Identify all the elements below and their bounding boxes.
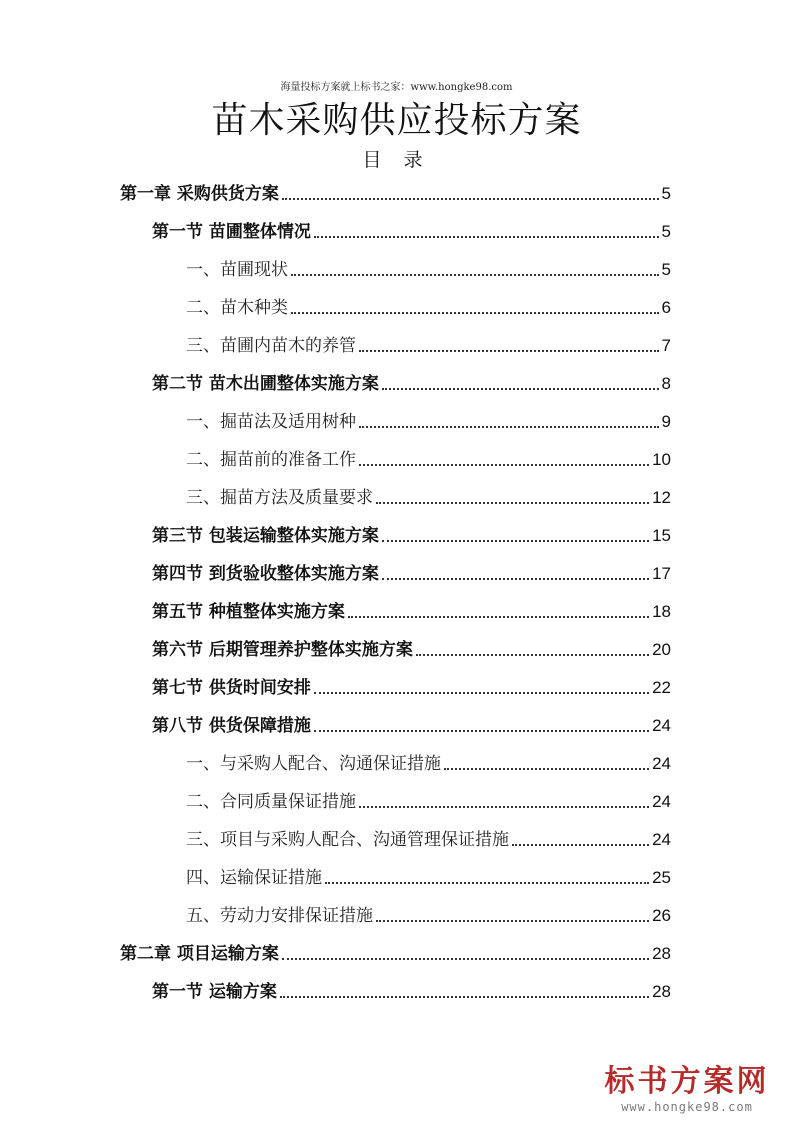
- toc-entry-page: 18: [652, 602, 671, 621]
- toc-entry-page: 24: [652, 830, 671, 849]
- toc-leader-dots: [282, 958, 649, 960]
- toc-entry[interactable]: [152, 974, 671, 1004]
- toc-entry[interactable]: [152, 214, 671, 244]
- toc-entry-page: 9: [661, 412, 671, 431]
- toc-entry-label: 第三节 包装运输整体实施方案: [152, 526, 379, 546]
- toc-leader-dots: [359, 350, 659, 352]
- toc-leader-dots: [314, 730, 649, 732]
- toc-entry[interactable]: [152, 594, 671, 624]
- toc-entry[interactable]: [152, 708, 671, 738]
- toc-entry[interactable]: [186, 290, 671, 320]
- toc-leader-dots: [314, 692, 649, 694]
- toc-leader-dots: [282, 198, 659, 200]
- toc-entry-label: 第四节 到货验收整体实施方案: [152, 564, 379, 584]
- toc-entry-page: 22: [652, 678, 671, 697]
- toc-entry-label: 二、掘苗前的准备工作: [186, 450, 356, 470]
- toc-leader-dots: [376, 920, 649, 922]
- toc-entry-label: 第一节 苗圃整体情况: [152, 222, 311, 242]
- toc-leader-dots: [359, 464, 649, 466]
- toc-entry-page: 8: [661, 374, 671, 393]
- toc-entry-page: 20: [652, 640, 671, 659]
- toc-leader-dots: [444, 768, 649, 770]
- toc-entry-label: 四、运输保证措施: [186, 868, 322, 888]
- toc-entry-label: 第五节 种植整体实施方案: [152, 602, 345, 622]
- toc-entry-label: 一、苗圃现状: [186, 260, 288, 280]
- toc-entry-page: 28: [652, 944, 671, 963]
- toc-leader-dots: [512, 844, 649, 846]
- toc-entry-label: 五、劳动力安排保证措施: [186, 906, 373, 926]
- toc-leader-dots: [325, 882, 649, 884]
- toc-entry-label: 二、合同质量保证措施: [186, 792, 356, 812]
- toc-entry-page: 5: [661, 222, 671, 241]
- toc-entry-label: 第一章 采购供货方案: [120, 184, 279, 204]
- toc-leader-dots: [314, 236, 659, 238]
- toc-leader-dots: [382, 540, 649, 542]
- document-title: 苗木采购供应投标方案: [211, 100, 582, 141]
- toc-entry[interactable]: [186, 328, 671, 358]
- toc-entry-label: 第七节 供货时间安排: [152, 678, 311, 698]
- watermark-text: 标书方案网: [604, 1064, 770, 1099]
- toc-entry-label: 三、苗圃内苗木的养管: [186, 336, 356, 356]
- toc-entry-page: 24: [652, 792, 671, 811]
- toc-entry[interactable]: [120, 176, 671, 206]
- watermark-logo: [597, 1064, 777, 1114]
- toc-entry-label: 第八节 供货保障措施: [152, 716, 311, 736]
- toc-leader-dots: [280, 996, 649, 998]
- toc-entry-label: 三、掘苗方法及质量要求: [186, 488, 373, 508]
- toc-leader-dots: [291, 274, 659, 276]
- toc-entry-page: 10: [652, 450, 671, 469]
- toc-entry-page: 5: [661, 260, 671, 279]
- toc-entry[interactable]: [186, 442, 671, 472]
- toc-entry-page: 6: [661, 298, 671, 317]
- toc-entry-page: 24: [652, 716, 671, 735]
- toc-leader-dots: [348, 616, 649, 618]
- toc-entry-label: 二、苗木种类: [186, 298, 288, 318]
- toc-entry[interactable]: [152, 556, 671, 586]
- toc-entry[interactable]: [186, 860, 671, 890]
- toc-leader-dots: [359, 806, 649, 808]
- toc-entry[interactable]: [186, 898, 671, 928]
- toc-leader-dots: [382, 388, 659, 390]
- toc-entry-label: 第一节 运输方案: [152, 982, 277, 1002]
- watermark-url: www.hongke98.com: [621, 1100, 753, 1114]
- toc-entry-page: 28: [652, 982, 671, 1001]
- toc-entry[interactable]: [152, 632, 671, 662]
- toc-entry-label: 一、与采购人配合、沟通保证措施: [186, 754, 441, 774]
- toc-entry-page: 25: [652, 868, 671, 887]
- toc-entry-label: 三、项目与采购人配合、沟通管理保证措施: [186, 830, 509, 850]
- toc-leader-dots: [382, 578, 649, 580]
- toc-entry-label: 一、掘苗法及适用树种: [186, 412, 356, 432]
- toc-entry[interactable]: [186, 822, 671, 852]
- toc-entry[interactable]: [120, 936, 671, 966]
- toc-leader-dots: [416, 654, 649, 656]
- toc-entry[interactable]: [152, 670, 671, 700]
- toc-entry[interactable]: [186, 480, 671, 510]
- toc-leader-dots: [291, 312, 659, 314]
- toc-leader-dots: [359, 426, 659, 428]
- toc-entry[interactable]: [152, 366, 671, 396]
- toc-entry-label: 第二节 苗木出圃整体实施方案: [152, 374, 379, 394]
- toc-entry-page: 15: [652, 526, 671, 545]
- toc-entry[interactable]: [186, 784, 671, 814]
- toc-entry[interactable]: [186, 252, 671, 282]
- toc-entry-page: 17: [652, 564, 671, 583]
- toc-entry-page: 26: [652, 906, 671, 925]
- toc-entry-page: 12: [652, 488, 671, 507]
- toc-heading: 目 录: [362, 149, 431, 171]
- toc-entry-page: 24: [652, 754, 671, 773]
- toc-entry[interactable]: [186, 404, 671, 434]
- toc-entry-label: 第六节 后期管理养护整体实施方案: [152, 640, 413, 660]
- toc-leader-dots: [376, 502, 649, 504]
- header-note: 海量投标方案就上标书之家：www.hongke98.com: [280, 82, 513, 93]
- toc-entry-label: 第二章 项目运输方案: [120, 944, 279, 964]
- toc-entry[interactable]: [152, 518, 671, 548]
- toc-entry[interactable]: [186, 746, 671, 776]
- toc-entry-page: 7: [661, 336, 671, 355]
- toc-entry-page: 5: [661, 184, 671, 203]
